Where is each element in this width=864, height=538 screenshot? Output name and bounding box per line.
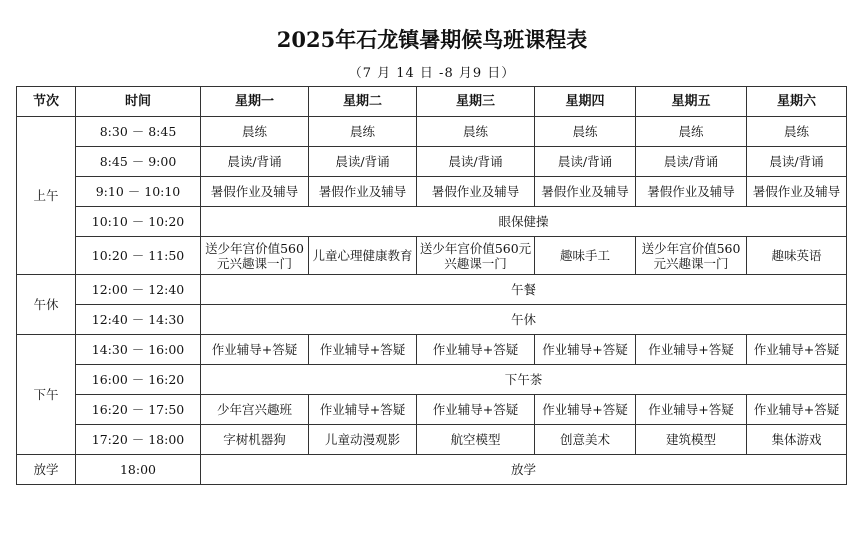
col-header-thu: 星期四 [535,87,636,117]
schedule-table [16,86,847,485]
time-cell: 14:30 － 16:00 [76,335,201,365]
class-cell: 作业辅导+答疑 [309,335,417,365]
col-header-fri: 星期五 [636,87,747,117]
merged-activity-cell: 下午茶 [201,365,847,395]
table-row [17,335,847,365]
table-row [17,207,847,237]
table-row [17,455,847,485]
merged-activity-cell: 眼保健操 [201,207,847,237]
merged-activity-cell: 放学 [201,455,847,485]
class-cell: 作业辅导+答疑 [636,395,747,425]
time-cell: 12:40 － 14:30 [76,305,201,335]
time-cell: 17:20 － 18:00 [76,425,201,455]
class-cell: 晨读/背诵 [309,147,417,177]
class-cell: 暑假作业及辅导 [201,177,309,207]
class-cell: 儿童动漫观影 [309,425,417,455]
time-cell: 10:20 － 11:50 [76,237,201,275]
table-row [17,237,847,275]
col-header-mon: 星期一 [201,87,309,117]
table-row [17,365,847,395]
time-cell: 12:00 － 12:40 [76,275,201,305]
class-cell: 暑假作业及辅导 [636,177,747,207]
class-cell: 送少年宫价值560元兴趣课一门 [417,237,535,275]
period-noon: 午休 [17,275,76,335]
class-cell: 作业辅导+答疑 [747,335,847,365]
class-cell: 作业辅导+答疑 [535,335,636,365]
class-cell: 作业辅导+答疑 [417,335,535,365]
period-morning: 上午 [17,117,76,275]
class-cell: 暑假作业及辅导 [417,177,535,207]
table-row [17,395,847,425]
class-cell: 送少年宫价值560元兴趣课一门 [201,237,309,275]
class-cell: 暑假作业及辅导 [309,177,417,207]
class-cell: 晨读/背诵 [417,147,535,177]
class-cell: 字树机器狗 [201,425,309,455]
class-cell: 趣味英语 [747,237,847,275]
class-cell: 作业辅导+答疑 [747,395,847,425]
table-row [17,425,847,455]
class-cell: 晨练 [309,117,417,147]
class-cell: 晨练 [201,117,309,147]
class-cell: 晨练 [417,117,535,147]
class-cell: 作业辅导+答疑 [636,335,747,365]
class-cell: 晨练 [636,117,747,147]
period-afternoon: 下午 [17,335,76,455]
class-cell: 作业辅导+答疑 [417,395,535,425]
merged-activity-cell: 午餐 [201,275,847,305]
col-header-wed: 星期三 [417,87,535,117]
table-row [17,275,847,305]
col-header-period: 节次 [17,87,76,117]
table-row [17,117,847,147]
class-cell: 暑假作业及辅导 [747,177,847,207]
time-cell: 9:10 － 10:10 [76,177,201,207]
table-row [17,177,847,207]
time-cell: 18:00 [76,455,201,485]
class-cell: 晨练 [747,117,847,147]
header-row [17,87,847,117]
page-title: 2025年石龙镇暑期候鸟班课程表 [276,27,588,52]
class-cell: 航空模型 [417,425,535,455]
class-cell: 作业辅导+答疑 [309,395,417,425]
time-cell: 8:45 － 9:00 [76,147,201,177]
class-cell: 晨读/背诵 [636,147,747,177]
class-cell: 作业辅导+答疑 [535,395,636,425]
period-end: 放学 [17,455,76,485]
class-cell: 作业辅导+答疑 [201,335,309,365]
col-header-sat: 星期六 [747,87,847,117]
class-cell: 少年宫兴趣班 [201,395,309,425]
col-header-time: 时间 [76,87,201,117]
table-row [17,147,847,177]
class-cell: 儿童心理健康教育 [309,237,417,275]
class-cell: 趣味手工 [535,237,636,275]
table-row [17,305,847,335]
class-cell: 暑假作业及辅导 [535,177,636,207]
class-cell: 晨读/背诵 [201,147,309,177]
class-cell: 晨读/背诵 [535,147,636,177]
class-cell: 建筑模型 [636,425,747,455]
time-cell: 8:30 － 8:45 [76,117,201,147]
time-cell: 16:00 － 16:20 [76,365,201,395]
time-cell: 10:10 － 10:20 [76,207,201,237]
class-cell: 集体游戏 [747,425,847,455]
class-cell: 创意美术 [535,425,636,455]
class-cell: 晨读/背诵 [747,147,847,177]
merged-activity-cell: 午休 [201,305,847,335]
time-cell: 16:20 － 17:50 [76,395,201,425]
class-cell: 送少年宫价值560元兴趣课一门 [636,237,747,275]
class-cell: 晨练 [535,117,636,147]
date-range-subtitle: （7 月 14 日 -8 月9 日） [348,66,516,81]
col-header-tue: 星期二 [309,87,417,117]
